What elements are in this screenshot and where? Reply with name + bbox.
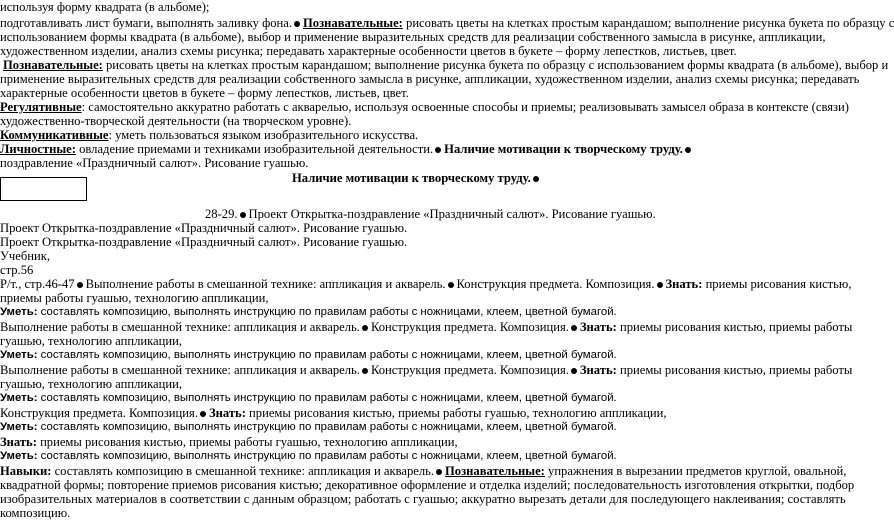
text-line: Выполнение работы в смешанной технике: аппликация и акварель. Конструкция предмета. Композиция. Знать: приемы рисования кистью, приемы работы <box>0 363 853 377</box>
text-line: приемы работы гуашью, технологию аппликации, <box>0 291 269 305</box>
text-line: Проект Открытка-поздравление «Праздничный салют». Рисование гуашью. <box>0 235 408 249</box>
text-line: квадратной формы; повторение приемов рисования кистью; декоративное оформление и отделка изделий; последовательность изготовления открытки, подбор <box>0 478 855 492</box>
bullet-icon <box>448 282 454 288</box>
text-line: Уметь: составлять композицию, выполнять инструкцию по правилам работы с ножницами, клеем, цветной бумагой. <box>0 450 617 462</box>
text-line: Навыки: составлять композицию в смешанной технике: аппликация и акварель. Познавательные: упражнения в вырезании предметов круглой, овальной, <box>0 464 847 478</box>
text-line: Учебник, <box>0 249 50 263</box>
section-heading: Личностные: <box>0 142 76 156</box>
text-line: Регулятивные: самостоятельно аккуратно работать с акварелью, используя освоенные способы и приемы; реализовывать замысел образа в контексте (связи) <box>0 100 849 114</box>
bullet-icon <box>362 325 368 331</box>
text-line: характерные особенности цветов в букете – форму лепестков, листьев, цвет. <box>0 86 409 100</box>
bullet-icon <box>294 21 300 27</box>
bullet-icon <box>533 176 539 182</box>
text-line: Уметь: составлять композицию, выполнять инструкцию по правилам работы с ножницами, клеем, цветной бумагой. <box>0 349 617 361</box>
text-line: Уметь: составлять композицию, выполнять инструкцию по правилам работы с ножницами, клеем, цветной бумагой. <box>0 392 617 404</box>
bullet-icon <box>77 282 83 288</box>
section-heading: Познавательные: <box>445 464 545 478</box>
section-heading: Регулятивные <box>0 100 82 114</box>
bullet-icon <box>200 411 206 417</box>
text-line: 28-29. Проект Открытка-поздравление «Праздничный салют». Рисование гуашью. <box>205 207 656 221</box>
centered-heading: Наличие мотивации к творческому труду. <box>292 171 542 185</box>
section-heading: Познавательные: <box>303 16 403 30</box>
section-heading: Познавательные: <box>3 58 103 72</box>
text-line: используя форму квадрата (в альбоме); <box>0 0 210 14</box>
section-heading: Коммуникативные <box>0 128 109 142</box>
bullet-icon <box>435 147 441 153</box>
empty-box <box>0 177 87 201</box>
text-line: изобразительных материалов в соответствии с данным образцом; работать с гуашью; аккуратно вырезать детали для последующего наклеивания; составлять <box>0 492 846 506</box>
text-line: Проект Открытка-поздравление «Праздничный салют». Рисование гуашью. <box>0 221 408 235</box>
bullet-icon <box>657 282 663 288</box>
text-line: Знать: приемы рисования кистью, приемы работы гуашью, технологию аппликации, <box>0 435 458 449</box>
bullet-icon <box>436 469 442 475</box>
text-line: гуашью, технологию аппликации, <box>0 377 182 391</box>
bullet-icon <box>571 368 577 374</box>
text-line: подготавливать лист бумаги, выполнять заливку фона. Познавательные: рисовать цветы на клетках простым карандашом; выполнение рисунка букета по образцу с <box>0 16 894 30</box>
text-line: стр.56 <box>0 263 34 277</box>
text-line: Выполнение работы в смешанной технике: аппликация и акварель. Конструкция предмета. Композиция. Знать: приемы рисования кистью, приемы работы <box>0 320 853 334</box>
text-line: Уметь: составлять композицию, выполнять инструкцию по правилам работы с ножницами, клеем, цветной бумагой. <box>0 421 617 433</box>
text-line: применение выразительных средств для реализации собственного замысла в рисунке, аппликации, художественном изделии, анализ схемы рисунка; передавать <box>0 72 860 86</box>
text-line: художественно-творческой деятельности (на творческом уровне). <box>0 114 352 128</box>
bullet-icon <box>362 368 368 374</box>
bullet-icon <box>571 325 577 331</box>
text-line: Познавательные: рисовать цветы на клетках простым карандашом; выполнение рисунка букета по образцу с использованием формы квадрата (в альбоме), выбор и <box>3 58 889 72</box>
bullet-icon <box>240 212 246 218</box>
text-line: использованием формы квадрата (в альбоме), выбор и применение выразительных средств для реализации собственного замысла в рисунке, аппликации, <box>0 30 826 44</box>
bullet-icon <box>685 147 691 153</box>
text-line: Конструкция предмета. Композиция. Знать: приемы рисования кистью, приемы работы гуашью, технологию аппликации, <box>0 406 667 420</box>
text-line: гуашью, технологию аппликации, <box>0 334 182 348</box>
text-line: Уметь: составлять композицию, выполнять инструкцию по правилам работы с ножницами, клеем, цветной бумагой. <box>0 306 617 318</box>
text-line: композицию. <box>0 506 71 520</box>
text-line: Коммуникативные: уметь пользоваться языком изобразительного искусства. <box>0 128 419 142</box>
text-line: поздравление «Праздничный салют». Рисование гуашью. <box>0 156 309 170</box>
text-line: Личностные: овладение приемами и техниками изобразительной деятельности. Наличие мотивации к творческому труду. <box>0 142 694 156</box>
text-line: художественном изделии, анализ схемы рисунка; передавать характерные особенности цветов в букете – форму лепестков, листьев, цвет. <box>0 44 737 58</box>
text-line: Р/т., стр.46-47 Выполнение работы в смешанной технике: аппликация и акварель. Конструкция предмета. Композиция. Знать: приемы рисования кистью, <box>0 277 852 291</box>
